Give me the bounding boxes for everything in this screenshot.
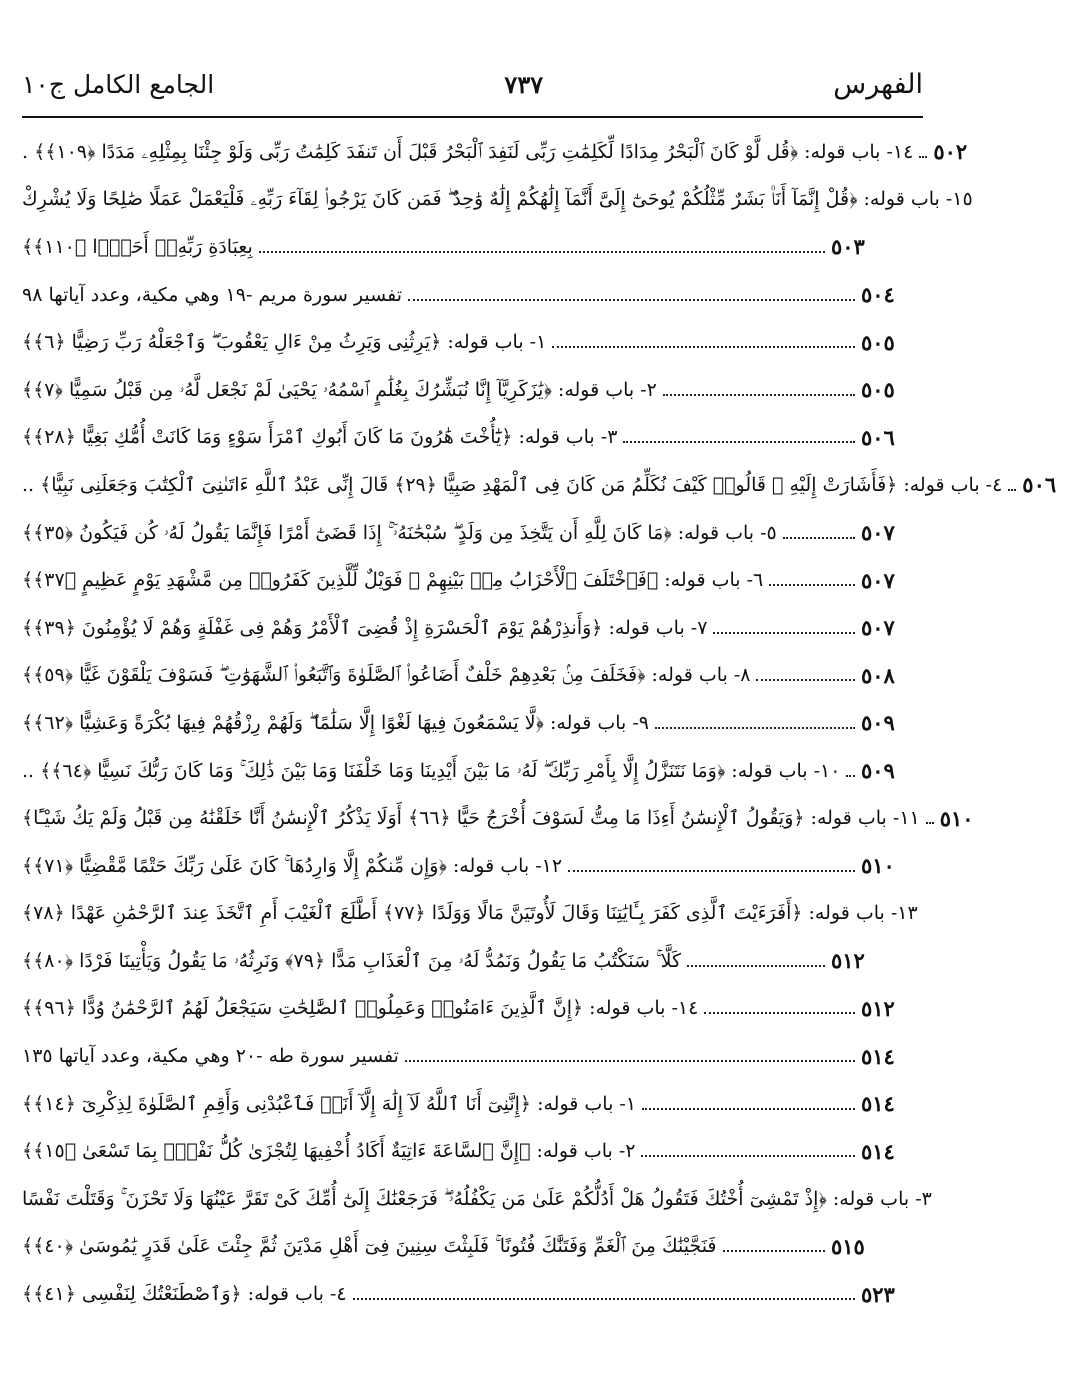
entry-page: ٥٠٣ <box>831 234 865 260</box>
index-entry <box>22 414 923 462</box>
index-entry <box>22 176 973 224</box>
entry-page: ٥٠٥ <box>861 377 895 403</box>
book-title: الجامع الكامل ج١٠ <box>22 69 215 99</box>
entry-page: ٥٠٦ <box>861 424 895 450</box>
index-entry <box>22 985 923 1033</box>
entry-text: ٢- باب قوله: ﴿يَٰزَكَرِيَّآ إِنَّا نُبَشِّرُكَ بِغُلَٰمٍ ٱسْمُهُۥ يَحْيَىٰ لَمْ نَجْعَل لَّهُۥ مِن قَبْلُ سَمِيًّا ﴿٧﴾﴾ <box>22 378 657 401</box>
index-entry <box>22 1175 932 1223</box>
entry-page: ٥١٠ <box>939 805 974 831</box>
leader-dots <box>623 431 855 443</box>
entry-page: ٥٠٧ <box>861 615 895 641</box>
entry-text: ٣- باب قوله: ﴿إِذْ تَمْشِىٓ أُخْتُكَ فَتَقُولُ هَلْ أَدُلُّكُمْ عَلَىٰ مَن يَكْفُلُهُۥ ۖ فَرَجَعْنَٰكَ إِلَىٰٓ أُمِّكَ كَىْ تَقَرَّ عَيْنُهَا وَلَا تَحْزَنَ ۚ وَقَتَلْتَ نَفْسًا <box>22 1187 932 1210</box>
entry-text: ٨- باب قوله: ﴿فَخَلَفَ مِنۢ بَعْدِهِمْ خَلْفٌ أَضَاعُوا۟ ٱلصَّلَوٰةَ وَٱتَّبَعُوا۟ ٱلشَّهَوَٰتِ ۖ فَسَوْفَ يَلْقَوْنَ غَيًّا ﴿٥٩﴾﴾ <box>22 664 751 687</box>
entry-page: ٥٠٤ <box>861 282 895 308</box>
entry-page: ٥٠٩ <box>861 758 895 784</box>
leader-dots <box>713 622 855 634</box>
entry-text: ١١- باب قوله: ﴿وَيَقُولُ ٱلْإِنسَٰنُ أَءِذَا مَا مِتُّ لَسَوْفَ أُخْرَجُ حَيًّا ﴿٦٦﴾ أَوَلَا يَذْكُرُ ٱلْإِنسَٰنُ أَنَّا خَلَقْنَٰهُ مِن قَبْلُ وَلَمْ يَكُ شَيْـًٔا﴾ <box>22 807 920 830</box>
surah-heading <box>22 1032 923 1080</box>
entry-text: ٤- باب قوله: ﴿وَٱصْطَنَعْتُكَ لِنَفْسِى ﴿٤١﴾﴾ <box>22 1283 347 1306</box>
index-entry-continuation <box>22 937 923 985</box>
entry-text: ٤- باب قوله: ﴿فَأَشَارَتْ إِلَيْهِ ۖ قَالُوا۟ كَيْفَ نُكَلِّمُ مَن كَانَ فِى ٱلْمَهْدِ صَبِيًّا ﴿٢٩﴾ قَالَ إِنِّى عَبْدُ ٱللَّهِ ءَاتَىٰنِىَ ٱلْكِتَٰبَ وَجَعَلَنِى نَبِيًّا﴾ .. <box>22 473 1003 496</box>
leader-dots <box>723 1240 825 1252</box>
leader-dots <box>919 146 927 158</box>
entry-page: ٥١٤ <box>861 1138 895 1164</box>
leader-dots <box>783 527 855 539</box>
leader-dots <box>756 669 855 681</box>
index-entry <box>22 509 923 557</box>
index-entry <box>22 890 923 938</box>
index-entry <box>22 128 968 176</box>
entry-text: تفسير سورة طه -٢٠ وهي مكية، وعدد آياتها ١٣٥ <box>22 1045 399 1068</box>
index-entries <box>22 128 1057 1318</box>
index-entry <box>22 699 923 747</box>
entry-page: ٥٠٦ <box>1022 472 1057 498</box>
entry-page: ٥١٤ <box>861 1043 895 1069</box>
entry-page: ٥٠٨ <box>861 662 895 688</box>
index-entry <box>22 794 974 842</box>
entry-page: ٥١٢ <box>861 995 895 1021</box>
leader-dots <box>704 1002 855 1014</box>
entry-text: ١٣- باب قوله: ﴿أَفَرَءَيْتَ ٱلَّذِى كَفَرَ بِـَٔايَٰتِنَا وَقَالَ لَأُوتَيَنَّ مَالًا وَوَلَدًا ﴿٧٧﴾ أَطَّلَعَ ٱلْغَيْبَ أَمِ ٱتَّخَذَ عِندَ ٱلرَّحْمَٰنِ عَهْدًا ﴿٧٨﴾ <box>22 902 918 925</box>
section-title: الفهرس <box>833 68 923 100</box>
entry-text: بِعِبَادَةِ رَبِّهِۦٓ أَحَدًۢا ﴿١١٠﴾﴾ <box>22 235 253 258</box>
index-entry <box>22 556 923 604</box>
leader-dots <box>259 241 825 253</box>
leader-dots <box>552 336 855 348</box>
index-entry <box>22 366 923 414</box>
entry-text: ١- باب قوله: ﴿يَرِثُنِى وَيَرِثُ مِنْ ءَالِ يَعْقُوبَ ۖ وَٱجْعَلْهُ رَبِّ رَضِيًّا ﴿٦﴾﴾ <box>22 331 547 354</box>
leader-dots <box>663 384 855 396</box>
index-entry-continuation <box>22 1223 923 1271</box>
entry-text: فَنَجَّيْنَٰكَ مِنَ ٱلْغَمِّ وَفَتَنَّٰكَ فُتُونًا ۚ فَلَبِثْتَ سِنِينَ فِىٓ أَهْلِ مَدْيَنَ ثُمَّ جِئْتَ عَلَىٰ قَدَرٍ يَٰمُوسَىٰ ﴿٤٠﴾﴾ <box>22 1235 717 1258</box>
leader-dots <box>641 1145 855 1157</box>
entry-page: ٥١٠ <box>861 853 895 879</box>
leader-dots <box>687 955 825 967</box>
entry-page: ٥٢٣ <box>861 1281 895 1307</box>
entry-text: ١٤- باب قوله: ﴿إِنَّ ٱلَّذِينَ ءَامَنُوا۟ وَعَمِلُوا۟ ٱلصَّٰلِحَٰتِ سَيَجْعَلُ لَهُمُ ٱلرَّحْمَٰنُ وُدًّا ﴿٩٦﴾﴾ <box>22 997 699 1020</box>
entry-text: ٧- باب قوله: ﴿وَأَنذِرْهُمْ يَوْمَ ٱلْحَسْرَةِ إِذْ قُضِىَ ٱلْأَمْرُ وَهُمْ فِى غَفْلَةٍ وَهُمْ لَا يُؤْمِنُونَ ﴿٣٩﴾﴾ <box>22 616 708 639</box>
index-entry <box>22 652 923 700</box>
entry-text: كَلَّا ۚ سَنَكْتُبُ مَا يَقُولُ وَنَمُدُّ لَهُۥ مِنَ ٱلْعَذَابِ مَدًّا ﴿٧٩﴾ وَنَرِثُهُۥ مَا يَقُولُ وَيَأْتِينَا فَرْدًا ﴿٨٠﴾﴾ <box>22 949 682 972</box>
index-entry <box>22 842 923 890</box>
leader-dots <box>655 717 855 729</box>
page-number: ٧٣٧ <box>504 69 544 99</box>
entry-text: ٥- باب قوله: ﴿مَا كَانَ لِلَّهِ أَن يَتَّخِذَ مِن وَلَدٍ ۖ سُبْحَٰنَهُۥٓ ۚ إِذَا قَضَىٰٓ أَمْرًا فَإِنَّمَا يَقُولُ لَهُۥ كُن فَيَكُونُ ﴿٣٥﴾﴾ <box>22 521 777 544</box>
index-entry <box>22 1127 923 1175</box>
index-entry <box>22 1270 923 1318</box>
entry-page: ٥١٥ <box>831 1233 865 1259</box>
entry-text: ١٤- باب قوله: ﴿قُل لَّوْ كَانَ ٱلْبَحْرُ مِدَادًا لِّكَلِمَٰتِ رَبِّى لَنَفِدَ ٱلْبَحْرُ قَبْلَ أَن تَنفَدَ كَلِمَٰتُ رَبِّى وَلَوْ جِئْنَا بِمِثْلِهِۦ مَدَدًا ﴿١٠٩﴾﴾ . <box>22 140 914 163</box>
entry-page: ٥٠٧ <box>861 567 895 593</box>
entry-page: ٥١٢ <box>831 948 865 974</box>
entry-page: ٥٠٩ <box>861 710 895 736</box>
header-rule <box>22 116 923 118</box>
entry-text: ١٥- باب قوله: ﴿قُلْ إِنَّمَآ أَنَا۠ بَشَرٌ مِّثْلُكُمْ يُوحَىٰٓ إِلَىَّ أَنَّمَآ إِلَٰهُكُمْ إِلَٰهٌ وَٰحِدٌ ۖ فَمَن كَانَ يَرْجُوا۟ لِقَآءَ رَبِّهِۦ فَلْيَعْمَلْ عَمَلًا صَٰلِحًا وَلَا يُشْرِكْ <box>22 188 973 211</box>
entry-text: ٦- باب قوله: ﴿فَٱخْتَلَفَ ٱلْأَحْزَابُ مِنۢ بَيْنِهِمْ ۖ فَوَيْلٌ لِّلَّذِينَ كَفَرُوا۟ مِن مَّشْهَدِ يَوْمٍ عَظِيمٍ ﴿٣٧﴾﴾ <box>22 569 764 592</box>
entry-text: ١٢- باب قوله: ﴿وَإِن مِّنكُمْ إِلَّا وَارِدُهَا ۚ كَانَ عَلَىٰ رَبِّكَ حَتْمًا مَّقْضِيًّا ﴿٧١﴾﴾ <box>22 854 563 877</box>
leader-dots <box>846 765 855 777</box>
index-entry <box>22 318 923 366</box>
surah-heading <box>22 271 923 319</box>
leader-dots <box>405 1050 855 1062</box>
entry-text: ١٠- باب قوله: ﴿وَمَا نَتَنَزَّلُ إِلَّا بِأَمْرِ رَبِّكَ ۖ لَهُۥ مَا بَيْنَ أَيْدِينَا وَمَا خَلْفَنَا وَمَا بَيْنَ ذَٰلِكَ ۚ وَمَا كَانَ رَبُّكَ نَسِيًّا ﴿٦٤﴾﴾ .. <box>22 759 841 782</box>
leader-dots <box>408 289 855 301</box>
entry-text: ٣- باب قوله: ﴿يَٰٓأُخْتَ هَٰرُونَ مَا كَانَ أَبُوكِ ٱمْرَأَ سَوْءٍ وَمَا كَانَتْ أُمُّكِ بَغِيًّا ﴿٢٨﴾﴾ <box>22 426 618 449</box>
entry-text: ٩- باب قوله: ﴿لَّا يَسْمَعُونَ فِيهَا لَغْوًا إِلَّا سَلَٰمًا ۖ وَلَهُمْ رِزْقُهُمْ فِيهَا بُكْرَةً وَعَشِيًّا ﴿٦٢﴾﴾ <box>22 711 649 734</box>
leader-dots <box>353 1288 855 1300</box>
entry-text: ١- باب قوله: ﴿إِنَّنِىٓ أَنَا ٱللَّهُ لَآ إِلَٰهَ إِلَّآ أَنَا۠ فَٱعْبُدْنِى وَأَقِمِ ٱلصَّلَوٰةَ لِذِكْرِىٓ ﴿١٤﴾﴾ <box>22 1092 637 1115</box>
index-entry-continuation <box>22 223 923 271</box>
leader-dots <box>769 574 855 586</box>
leader-dots <box>1008 479 1016 491</box>
index-entry <box>22 1080 923 1128</box>
index-entry <box>22 461 1057 509</box>
index-entry <box>22 604 923 652</box>
leader-dots <box>926 812 934 824</box>
entry-page: ٥٠٢ <box>933 139 968 165</box>
leader-dots <box>568 860 855 872</box>
leader-dots <box>642 1098 855 1110</box>
entry-text: ٢- باب قوله: ﴿إِنَّ ٱلسَّاعَةَ ءَاتِيَةٌ أَكَادُ أُخْفِيهَا لِتُجْزَىٰ كُلُّ نَفْسٍۭ بِمَا تَسْعَىٰ ﴿١٥﴾﴾ <box>22 1140 636 1163</box>
page-header <box>22 60 923 108</box>
entry-page: ٥٠٥ <box>861 329 895 355</box>
entry-page: ٥٠٧ <box>861 520 895 546</box>
entry-text: تفسير سورة مريم -١٩ وهي مكية، وعدد آياتها ٩٨ <box>22 283 403 306</box>
entry-page: ٥١٤ <box>861 1091 895 1117</box>
index-entry <box>22 747 923 795</box>
